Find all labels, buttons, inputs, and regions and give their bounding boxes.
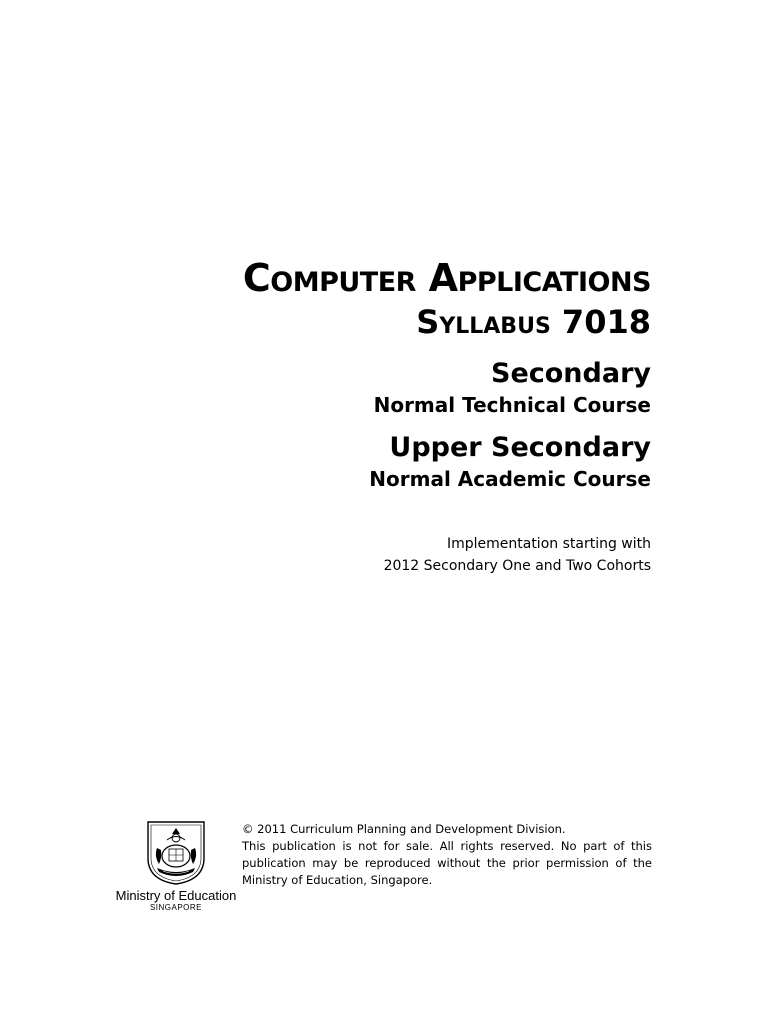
copyright-notice <box>242 821 652 889</box>
implementation-line-2: 2012 Secondary One and Two Cohorts <box>383 558 651 574</box>
level-secondary: Secondary <box>491 358 651 389</box>
logo-ministry-name: Ministry of Education <box>115 888 237 903</box>
implementation-note <box>243 533 651 577</box>
copyright-line: © 2011 Curriculum Planning and Development Division. <box>242 822 566 836</box>
implementation-line-1: Implementation starting with <box>446 536 651 552</box>
logo-country: SINGAPORE <box>149 903 203 912</box>
cover-title-block <box>243 255 651 577</box>
copyright-body: This publication is not for sale. All rights reserved. No part of this publication may be reproduced without the prior permission of the Ministry of Education, Singapore. <box>242 839 652 887</box>
moe-crest-icon <box>145 818 207 886</box>
document-title: Computer Applications <box>242 256 651 300</box>
level-upper-secondary: Upper Secondary <box>389 432 651 463</box>
moe-logo <box>112 818 240 912</box>
course-normal-technical: Normal Technical Course <box>373 393 651 417</box>
course-normal-academic: Normal Academic Course <box>369 467 651 491</box>
syllabus-number: Syllabus 7018 <box>416 303 651 341</box>
